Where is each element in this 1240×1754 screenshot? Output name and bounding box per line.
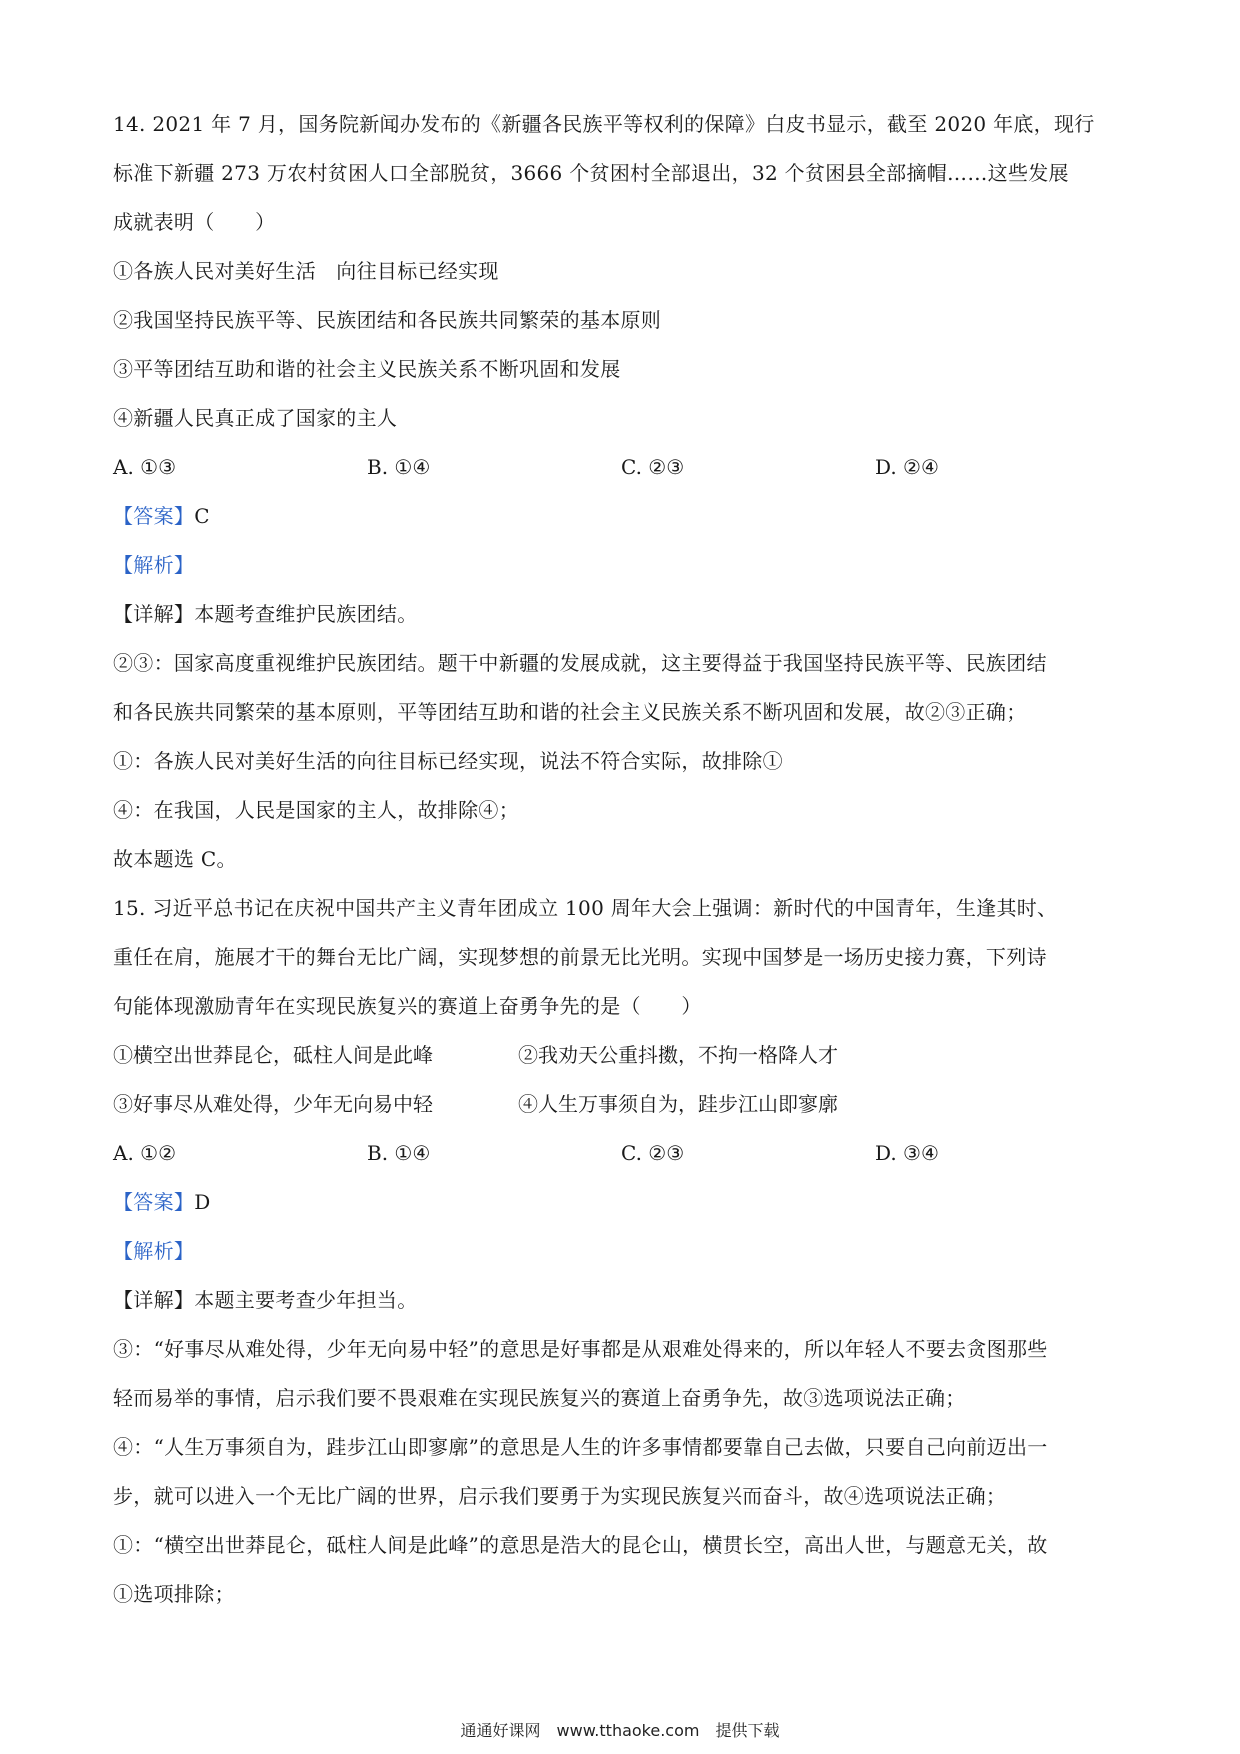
- q15-option-c: C. ②③: [621, 1141, 685, 1165]
- q14-analysis-heading: [113, 541, 1133, 590]
- q14-option-d: D. ②④: [875, 455, 939, 479]
- q14-detail-intro: 本题考查维护民族团结。: [194, 602, 418, 626]
- q14-explanation-5: 故本题选 C。: [113, 847, 237, 871]
- q15-explanation-6: ①选项排除；: [113, 1582, 235, 1606]
- document-page: [113, 100, 1133, 1619]
- q14-answer-value: C: [194, 504, 210, 528]
- page-footer: 通通好课网 www.tthaoke.com 提供下载: [460, 1721, 780, 1740]
- q15-options: [113, 1129, 1133, 1178]
- q14-option-c: C. ②③: [621, 455, 685, 479]
- q15-option-b: B. ①④: [367, 1141, 431, 1165]
- q15-explanation-2: 轻而易举的事情，启示我们要不畏艰难在实现民族复兴的赛道上奋勇争先，故③选项说法正确；: [113, 1386, 966, 1410]
- q15-analysis-tag: 【解析】: [113, 1239, 195, 1263]
- q14-detail: [113, 590, 1133, 639]
- q15-detail: [113, 1276, 1133, 1325]
- q15-statements-row-1: [113, 1031, 1133, 1080]
- q14-analysis-tag: 【解析】: [113, 553, 195, 577]
- q15-answer-tag: 【答案】: [113, 1190, 195, 1214]
- q15-option-a: A. ①②: [113, 1141, 177, 1165]
- q14-statement-4: ④新疆人民真正成了国家的主人: [113, 406, 398, 430]
- q14-option-a: A. ①③: [113, 455, 177, 479]
- q15-explanation-5: ①：“横空出世莽昆仑，砥柱人间是此峰”的意思是浩大的昆仑山，横贯长空，高出人世，与题意无关，故: [113, 1533, 1048, 1557]
- q15-statement-2: ②我劝天公重抖擞，不拘一格降人才: [518, 1043, 838, 1067]
- q15-explanation-1: ③：“好事尽从难处得，少年无向易中轻”的意思是好事都是从艰难处得来的，所以年轻人不要去贪图那些: [113, 1337, 1048, 1361]
- q15-stem-line-2: 重任在肩，施展才干的舞台无比广阔，实现梦想的前景无比光明。实现中国梦是一场历史接力赛，下列诗: [113, 945, 1047, 969]
- q14-explanation-4: ④：在我国，人民是国家的主人，故排除④；: [113, 798, 519, 822]
- q15-stem-line-1: 15. 习近平总书记在庆祝中国共产主义青年团成立 100 周年大会上强调：新时代的中国青年，生逢其时、: [113, 896, 1058, 920]
- q14-statement-3: ③平等团结互助和谐的社会主义民族关系不断巩固和发展: [113, 357, 621, 381]
- q15-detail-tag: 【详解】: [113, 1288, 195, 1312]
- q14-explanation-3: ①：各族人民对美好生活的向往目标已经实现，说法不符合实际，故排除①: [113, 749, 783, 773]
- q15-analysis-heading: [113, 1227, 1133, 1276]
- q15-option-d: D. ③④: [875, 1141, 939, 1165]
- q14-stem-line-2: 标准下新疆 273 万农村贫困人口全部脱贫，3666 个贫困村全部退出，32 个贫困县全部摘帽……这些发展: [113, 161, 1069, 185]
- q15-statement-1: ①横空出世莽昆仑，砥柱人间是此峰: [113, 1043, 433, 1067]
- q14-option-b: B. ①④: [367, 455, 431, 479]
- q15-statements-row-2: [113, 1080, 1133, 1129]
- q14-stem-line-1: 14. 2021 年 7 月，国务院新闻办发布的《新疆各民族平等权利的保障》白皮书显示，截至 2020 年底，现行: [113, 112, 1095, 136]
- q14-statement-2: ②我国坚持民族平等、民族团结和各民族共同繁荣的基本原则: [113, 308, 662, 332]
- q15-stem-line-3: 句能体现激励青年在实现民族复兴的赛道上奋勇争先的是（ ）: [113, 994, 702, 1018]
- q14-explanation-2: 和各民族共同繁荣的基本原则，平等团结互助和谐的社会主义民族关系不断巩固和发展，故②③正确；: [113, 700, 1027, 724]
- q15-statement-3: ③好事尽从难处得，少年无向易中轻: [113, 1092, 433, 1116]
- q15-explanation-4: 步，就可以进入一个无比广阔的世界，启示我们要勇于为实现民族复兴而奋斗，故④选项说法正确；: [113, 1484, 1007, 1508]
- q14-statement-1: ①各族人民对美好生活 向往目标已经实现: [113, 259, 499, 283]
- q14-answer: [113, 492, 1133, 541]
- q15-answer-value: D: [194, 1190, 211, 1214]
- q15-answer: [113, 1178, 1133, 1227]
- q15-detail-intro: 本题主要考查少年担当。: [194, 1288, 418, 1312]
- q14-explanation-1: ②③：国家高度重视维护民族团结。题干中新疆的发展成就，这主要得益于我国坚持民族平等、民族团结: [113, 651, 1047, 675]
- q15-explanation-3: ④：“人生万事须自为，跬步江山即寥廓”的意思是人生的许多事情都要靠自己去做，只要自己向前迈出一: [113, 1435, 1048, 1459]
- q15-statement-4: ④人生万事须自为，跬步江山即寥廓: [518, 1092, 838, 1116]
- q14-options: [113, 443, 1133, 492]
- q14-answer-tag: 【答案】: [113, 504, 195, 528]
- q14-detail-tag: 【详解】: [113, 602, 195, 626]
- q14-stem-line-3: 成就表明（ ）: [113, 210, 276, 234]
